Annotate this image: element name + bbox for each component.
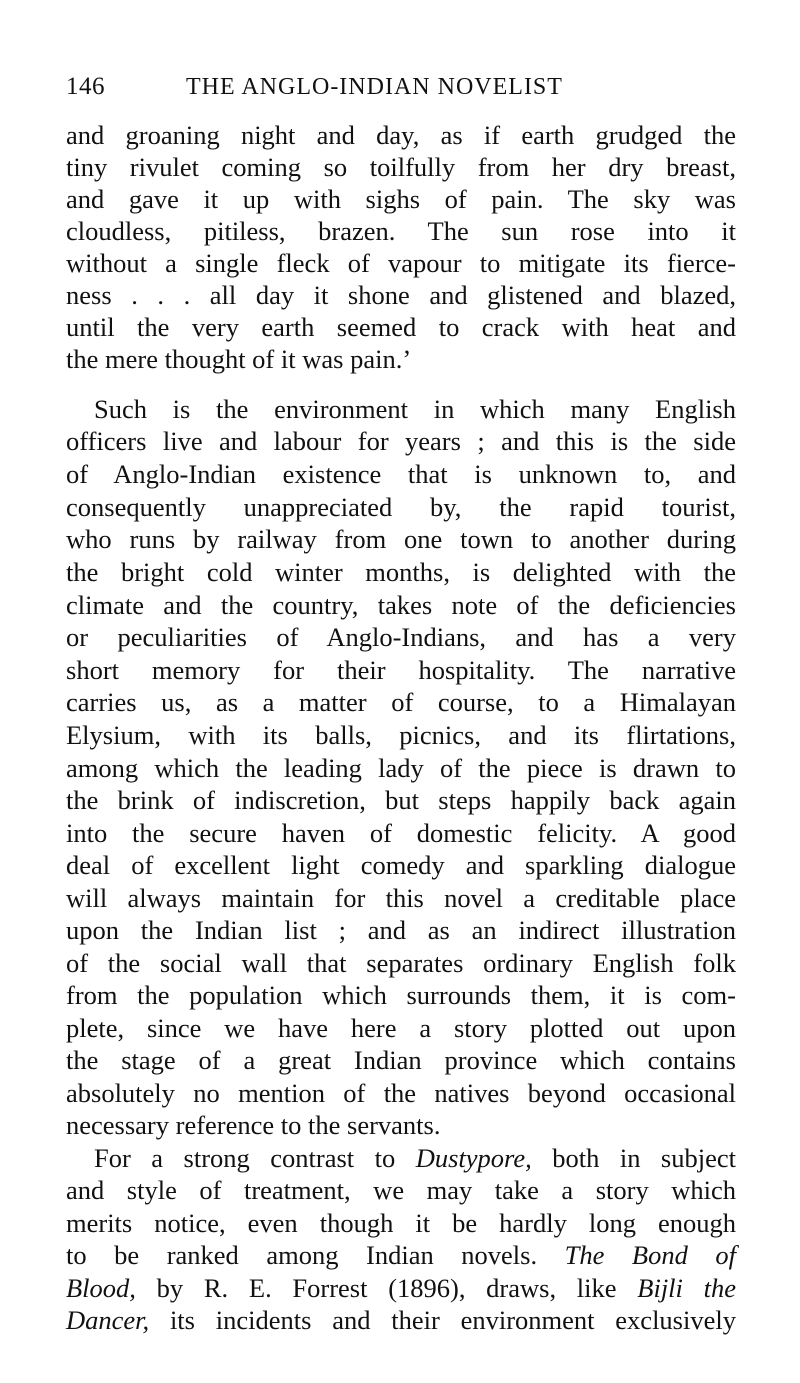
text-line: short memory for their hospitality. The narrative — [66, 655, 736, 685]
text-line: climate and the country, takes note of the deficiencies — [66, 590, 736, 620]
text-line: cloudless, pitiless, brazen. The sun rose into it — [66, 216, 736, 246]
text-line: the brink of indiscretion, but steps happily back again — [66, 785, 736, 815]
text-line: into the secure haven of domestic felicity. A good — [66, 818, 736, 848]
italic-title: The Bond of — [564, 1240, 736, 1270]
text-line — [94, 1141, 736, 1175]
text-span: its incidents and their environment exclusively — [149, 1305, 736, 1335]
page-header — [66, 70, 736, 104]
running-title: THE ANGLO-INDIAN NOVELIST — [186, 74, 563, 100]
text-span: For a strong contrast to — [94, 1143, 416, 1173]
text-line: and style of treatment, we may take a story which — [66, 1175, 736, 1205]
text-line: Such is the environment in which many English — [94, 394, 736, 424]
text-line: tiny rivulet coming so toilfully from her dry breast, — [66, 152, 736, 182]
text-line: of Anglo-Indian existence that is unknown to, and — [66, 459, 736, 489]
text-line — [66, 1271, 736, 1305]
page-number: 146 — [66, 73, 105, 100]
text-line: among which the leading lady of the piece is drawn to — [66, 753, 736, 783]
text-line: the mere thought of it was pain.’ — [66, 344, 412, 374]
text-line: who runs by railway from one town to another during — [66, 524, 736, 554]
text-line: and gave it up with sighs of pain. The sky was — [66, 184, 736, 214]
text-span: both in subject — [531, 1143, 736, 1173]
text-line: until the very earth seemed to crack with heat and — [66, 312, 736, 342]
text-line — [66, 1238, 736, 1272]
text-line: officers live and labour for years ; and this is the side — [66, 426, 736, 456]
text-line: from the population which surrounds them, it is com- — [66, 980, 736, 1010]
text-line: merits notice, even though it be hardly long enough — [66, 1208, 736, 1238]
text-line: the bright cold winter months, is delighted with the — [66, 557, 736, 587]
text-span: to be ranked among Indian novels. — [66, 1240, 565, 1270]
text-line: or peculiarities of Anglo-Indians, and has a very — [66, 622, 736, 652]
text-line: plete, since we have here a story plotted out upon — [66, 1013, 736, 1043]
text-line: consequently unappreciated by, the rapid tourist, — [66, 492, 736, 522]
text-line: deal of excellent light comedy and sparkling dialogue — [66, 850, 736, 880]
text-span: by R. E. Forrest (1896), draws, like — [135, 1273, 638, 1303]
text-line: carries us, as a matter of course, to a Himalayan — [66, 687, 736, 717]
text-line: of the social wall that separates ordinary English folk — [66, 948, 736, 978]
text-line: ness . . . all day it shone and glistened and blazed, — [66, 280, 736, 310]
text-line: absolutely no mention of the natives beyond occasional — [66, 1078, 736, 1108]
italic-title: Dustypore, — [415, 1143, 532, 1173]
italic-title: Dancer, — [66, 1305, 150, 1335]
text-line — [66, 1303, 736, 1337]
italic-title: Blood, — [66, 1273, 136, 1303]
text-line: necessary reference to the servants. — [66, 1110, 441, 1140]
text-line: will always maintain for this novel a creditable place — [66, 883, 736, 913]
italic-title: Bijli the — [637, 1273, 736, 1303]
text-line: the stage of a great Indian province which contains — [66, 1045, 736, 1075]
text-line: Elysium, with its balls, picnics, and its flirtations, — [66, 720, 736, 750]
text-line: without a single fleck of vapour to mitigate its fierce- — [66, 248, 736, 278]
text-line: and groaning night and day, as if earth grudged the — [66, 120, 736, 150]
text-line: upon the Indian list ; and as an indirect illustration — [66, 915, 736, 945]
